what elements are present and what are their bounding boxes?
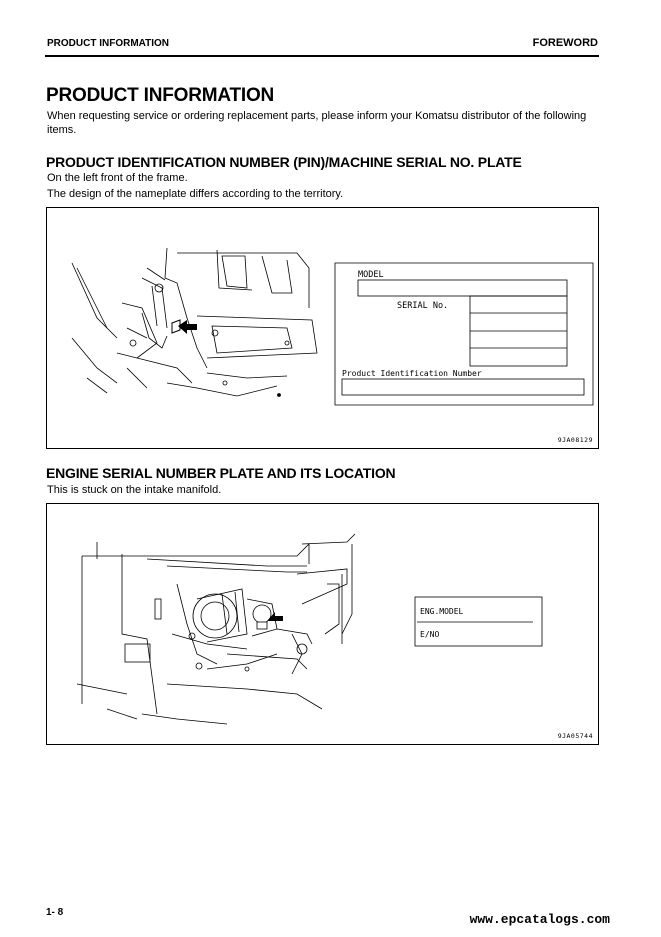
plate-eng-model-label: ENG.MODEL — [420, 607, 464, 616]
page-title: PRODUCT INFORMATION — [46, 85, 275, 106]
pin-figure — [46, 207, 599, 449]
plate-model-label: MODEL — [358, 270, 384, 280]
engine-figure-id: 9JA05744 — [557, 732, 593, 740]
plate-eno-label: E/NO — [420, 630, 440, 639]
page-number: 1- 8 — [46, 907, 64, 918]
plate-pin-label: Product Identification Number — [342, 369, 482, 378]
pin-heading: PRODUCT IDENTIFICATION NUMBER (PIN)/MACHINE SERIAL NO. PLATE — [46, 154, 522, 170]
header-section-left: PRODUCT INFORMATION — [47, 38, 170, 49]
engine-location-text: This is stuck on the intake manifold. — [47, 484, 222, 496]
intro-text: When requesting service or ordering replacement parts, please inform your Komatsu distributor of the following items. — [47, 110, 587, 136]
frame-illustration — [47, 208, 600, 450]
plate-serial-label: SERIAL No. — [397, 301, 449, 311]
engine-figure — [46, 503, 599, 745]
engine-heading: ENGINE SERIAL NUMBER PLATE AND ITS LOCATION — [46, 465, 396, 481]
engine-illustration — [47, 504, 600, 746]
pin-location-text: On the left front of the frame. — [47, 172, 188, 184]
pin-design-text: The design of the nameplate differs according to the territory. — [47, 188, 344, 200]
header-section-right: FOREWORD — [532, 37, 598, 49]
header-rule — [45, 55, 599, 57]
pin-figure-id: 9JA08129 — [557, 436, 593, 444]
footer-url: www.epcatalogs.com — [469, 912, 610, 927]
